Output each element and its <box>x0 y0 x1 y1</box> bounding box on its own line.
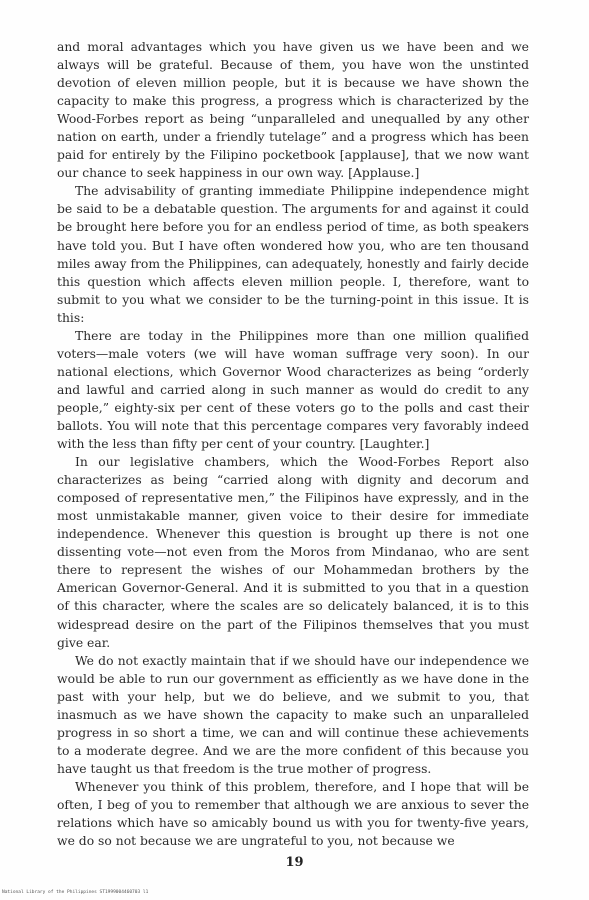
paragraph-6: Whenever you think of this problem, therefore, and I hope that will be often, I beg of you to remember that although we are anxious to sever the relations which have so amicably bound us with you for twenty-five years, we do so not because we are ungrateful to you, not because we <box>57 779 529 849</box>
body-text <box>57 38 529 850</box>
paragraph-4: In our legislative chambers, which the Wood-Forbes Report also characterizes as being “carried along with dignity and decorum and composed of representative men,” the Filipinos have expressly, and in the most unmistakable manner, given voice to their desire for immediate independence. Whenever this question is brought up there is not one dissenting vote—not even from the Moros from Mindanao, who are sent there to represent the wishes of our Mohammedan brothers by the American Governor-General. And it is submitted to you that in a question of this character, where the scales are so delicately balanced, it is to this widespread desire on the part of the Filipinos themselves that you must give ear. <box>57 455 529 650</box>
paragraph-1: and moral advantages which you have given us we have been and we always will be grateful. Because of them, you have won the unstinted devotion of eleven million people, but it is because we have shown the capacity to make this progress, a progress which is characterized by the Wood-Forbes report as being “unparalleled and unequalled by any other nation on earth, under a friendly tutelage” and a progress which has been paid for entirely by the Filipino pocketbook [applause], that we now want our chance to seek happiness in our own way. [Applause.] <box>57 40 529 181</box>
page-number: 19 <box>285 855 304 870</box>
library-stamp: National Library of the Philippines ST1999004460703 l1 <box>2 890 149 895</box>
paragraph-2: The advisability of granting immediate Philippine independence might be said to be a debatable question. The arguments for and against it could be brought here before you for an endless period of time, as both speakers have told you. But I have often wondered how you, who are ten thousand miles away from the Philippines, can adequately, honestly and fairly decide this question which affects eleven million people. I, therefore, want to submit to you what we consider to be the turning-point in this issue. It is this: <box>57 184 529 325</box>
paragraph-3: There are today in the Philippines more than one million qualified voters—male voters (we will have woman suffrage very soon). In our national elections, which Governor Wood characterizes as being “orderly and lawful and carried along in such manner as would do credit to any people,” eighty-six per cent of these voters go to the polls and cast their ballots. You will note that this percentage compares very favorably indeed with the less than fifty per cent of your country. [Laughter.] <box>57 328 529 452</box>
paragraph-5: We do not exactly maintain that if we should have our independence we would be able to run our government as efficiently as we have done in the past with your help, but we do believe, and we submit to you, that inasmuch as we have shown the capacity to make such an unparalleled progress in so short a time, we can and will continue these achievements to a moderate degree. And we are the more confident of this because you have taught us that freedom is the true mother of progress. <box>57 653 529 776</box>
